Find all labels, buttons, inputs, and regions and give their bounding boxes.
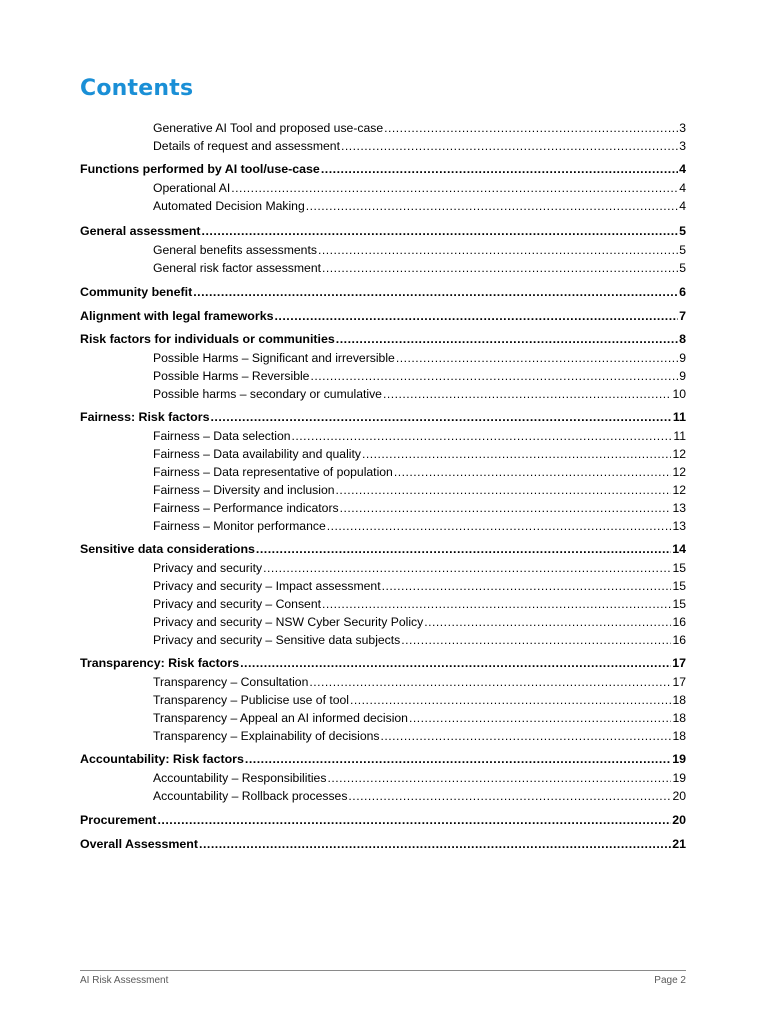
- toc-page-number: 11: [673, 429, 686, 443]
- toc-dot-leader: [350, 692, 671, 708]
- toc-page-number: 7: [679, 309, 686, 323]
- toc-dot-leader: [348, 788, 671, 804]
- toc-entry-text: Privacy and security – Consent: [153, 597, 321, 611]
- toc-dot-leader: [384, 120, 678, 136]
- toc-entry-subheading[interactable]: [153, 674, 686, 690]
- toc-entry-text: General benefits assessments: [153, 243, 317, 257]
- toc-entry-subheading[interactable]: [153, 138, 686, 154]
- toc-entry-text: Fairness: Risk factors: [80, 410, 210, 424]
- toc-entry-subheading[interactable]: [153, 368, 686, 384]
- toc-entry-heading[interactable]: [80, 655, 686, 671]
- toc-entry-heading[interactable]: [80, 541, 686, 557]
- toc-dot-leader: [382, 578, 672, 594]
- toc-entry-text: Sensitive data considerations: [80, 542, 255, 556]
- toc-page-number: 20: [672, 789, 686, 803]
- toc-entry-text: Transparency: Risk factors: [80, 656, 240, 670]
- toc-page-number: 8: [679, 332, 686, 346]
- toc-entry-subheading[interactable]: [153, 428, 686, 444]
- toc-entry-text: Transparency – Publicise use of tool: [153, 693, 350, 707]
- toc-entry-heading[interactable]: [80, 223, 686, 239]
- toc-entry-text: Fairness – Performance indicators: [153, 501, 339, 515]
- toc-entry-heading[interactable]: [80, 284, 686, 300]
- toc-entry-subheading[interactable]: [153, 386, 686, 402]
- toc-entry-text: Privacy and security – Impact assessment: [153, 579, 381, 593]
- toc-dot-leader: [336, 482, 672, 498]
- toc-entry-subheading[interactable]: [153, 198, 686, 214]
- toc-page-number: 4: [679, 162, 686, 176]
- toc-entry-heading[interactable]: [80, 812, 686, 828]
- toc-dot-leader: [231, 180, 678, 196]
- toc-entry-subheading[interactable]: [153, 614, 686, 630]
- toc-dot-leader: [193, 284, 678, 300]
- toc-page-number: 4: [679, 181, 686, 195]
- toc-entry-text: Transparency – Consultation: [153, 675, 309, 689]
- toc-dot-leader: [210, 409, 671, 425]
- toc-page-number: 11: [672, 410, 686, 424]
- toc-dot-leader: [409, 710, 671, 726]
- toc-entry-text: General risk factor assessment: [153, 261, 321, 275]
- toc-entry-subheading[interactable]: [153, 710, 686, 726]
- footer-page-number: Page 2: [654, 975, 686, 986]
- toc-entry-text: General assessment: [80, 224, 201, 238]
- toc-page-number: 15: [672, 579, 686, 593]
- toc-dot-leader: [340, 500, 672, 516]
- toc-dot-leader: [274, 308, 678, 324]
- toc-dot-leader: [292, 428, 673, 444]
- toc-entry-text: Risk factors for individuals or communities: [80, 332, 335, 346]
- toc-dot-leader: [401, 632, 671, 648]
- toc-page-number: 6: [679, 285, 686, 299]
- toc-page-number: 18: [672, 711, 686, 725]
- toc-entry-text: Community benefit: [80, 285, 193, 299]
- toc-page-number: 3: [679, 139, 686, 153]
- toc-dot-leader: [321, 161, 678, 177]
- toc-page-number: 18: [672, 693, 686, 707]
- toc-entry-text: Accountability: Risk factors: [80, 752, 244, 766]
- toc-entry-subheading[interactable]: [153, 350, 686, 366]
- toc-entry-text: Privacy and security: [153, 561, 263, 575]
- toc-page-number: 5: [679, 224, 686, 238]
- toc-entry-subheading[interactable]: [153, 728, 686, 744]
- toc-dot-leader: [327, 518, 672, 534]
- toc-entry-heading[interactable]: [80, 409, 686, 425]
- toc-entry-subheading[interactable]: [153, 770, 686, 786]
- toc-entry-text: Operational AI: [153, 181, 231, 195]
- toc-page-number: 9: [679, 351, 686, 365]
- toc-entry-heading[interactable]: [80, 751, 686, 767]
- toc-entry-subheading[interactable]: [153, 632, 686, 648]
- footer-divider: [80, 970, 686, 971]
- toc-entry-subheading[interactable]: [153, 560, 686, 576]
- toc-dot-leader: [310, 368, 678, 384]
- toc-page-number: 14: [672, 542, 686, 556]
- toc-entry-text: Accountability – Responsibilities: [153, 771, 327, 785]
- toc-page-number: 17: [672, 656, 686, 670]
- toc-dot-leader: [381, 728, 672, 744]
- toc-entry-subheading[interactable]: [153, 242, 686, 258]
- toc-page-number: 12: [672, 483, 686, 497]
- toc-entry-text: Fairness – Data selection: [153, 429, 291, 443]
- toc-page-number: 17: [672, 675, 686, 689]
- toc-page-number: 15: [672, 597, 686, 611]
- toc-entry-subheading[interactable]: [153, 120, 686, 136]
- toc-page-number: 3: [679, 121, 686, 135]
- toc-dot-leader: [383, 386, 671, 402]
- toc-entry-text: Fairness – Diversity and inclusion: [153, 483, 335, 497]
- toc-dot-leader: [157, 812, 671, 828]
- toc-page-number: 12: [672, 465, 686, 479]
- toc-page-number: 13: [672, 519, 686, 533]
- toc-entry-text: Possible harms – secondary or cumulative: [153, 387, 382, 401]
- toc-entry-text: Fairness – Data availability and quality: [153, 447, 361, 461]
- toc-entry-subheading[interactable]: [153, 596, 686, 612]
- toc-page-number: 10: [672, 387, 686, 401]
- toc-entry-heading[interactable]: [80, 331, 686, 347]
- toc-dot-leader: [362, 446, 671, 462]
- toc-page-number: 19: [672, 752, 686, 766]
- toc-entry-text: Automated Decision Making: [153, 199, 305, 213]
- toc-page-number: 9: [679, 369, 686, 383]
- toc-entry-text: Transparency – Explainability of decisions: [153, 729, 380, 743]
- footer-document-title: AI Risk Assessment: [80, 975, 169, 986]
- toc-dot-leader: [309, 674, 671, 690]
- toc-entry-text: Transparency – Appeal an AI informed decision: [153, 711, 408, 725]
- toc-entry-text: Privacy and security – Sensitive data subjects: [153, 633, 401, 647]
- toc-entry-text: Procurement: [80, 813, 157, 827]
- toc-dot-leader: [341, 138, 678, 154]
- toc-page-number: 5: [679, 261, 686, 275]
- toc-dot-leader: [322, 596, 671, 612]
- toc-dot-leader: [336, 331, 678, 347]
- toc-entry-subheading[interactable]: [153, 578, 686, 594]
- contents-title: Contents: [80, 76, 194, 101]
- toc-page-number: 15: [672, 561, 686, 575]
- toc-dot-leader: [240, 655, 671, 671]
- toc-page-number: 18: [672, 729, 686, 743]
- toc-dot-leader: [424, 614, 671, 630]
- toc-page-number: 16: [672, 615, 686, 629]
- toc-entry-subheading[interactable]: [153, 260, 686, 276]
- toc-dot-leader: [327, 770, 671, 786]
- toc-entry-subheading[interactable]: [153, 180, 686, 196]
- toc-entry-text: Possible Harms – Significant and irreversible: [153, 351, 395, 365]
- toc-page-number: 5: [679, 243, 686, 257]
- toc-entry-text: Details of request and assessment: [153, 139, 340, 153]
- toc-page-number: 21: [672, 837, 686, 851]
- toc-entry-text: Overall Assessment: [80, 837, 199, 851]
- toc-page-number: 16: [672, 633, 686, 647]
- toc-dot-leader: [396, 350, 678, 366]
- toc-entry-text: Possible Harms – Reversible: [153, 369, 310, 383]
- toc-entry-text: Generative AI Tool and proposed use-case: [153, 121, 384, 135]
- toc-page-number: 13: [672, 501, 686, 515]
- toc-entry-subheading[interactable]: [153, 500, 686, 516]
- toc-dot-leader: [256, 541, 671, 557]
- toc-entry-subheading[interactable]: [153, 464, 686, 480]
- toc-page-number: 12: [672, 447, 686, 461]
- toc-entry-subheading[interactable]: [153, 482, 686, 498]
- toc-page-number: 4: [679, 199, 686, 213]
- toc-entry-subheading[interactable]: [153, 518, 686, 534]
- toc-dot-leader: [263, 560, 671, 576]
- toc-dot-leader: [202, 223, 679, 239]
- toc-entry-heading[interactable]: [80, 308, 686, 324]
- toc-entry-subheading[interactable]: [153, 692, 686, 708]
- toc-entry-text: Fairness – Monitor performance: [153, 519, 326, 533]
- toc-entry-text: Privacy and security – NSW Cyber Security Policy: [153, 615, 424, 629]
- toc-dot-leader: [245, 751, 671, 767]
- toc-dot-leader: [322, 260, 678, 276]
- toc-dot-leader: [199, 836, 671, 852]
- toc-entry-heading[interactable]: [80, 836, 686, 852]
- toc-entry-text: Accountability – Rollback processes: [153, 789, 348, 803]
- toc-entry-heading[interactable]: [80, 161, 686, 177]
- toc-entry-text: Functions performed by AI tool/use-case: [80, 162, 320, 176]
- toc-page-number: 20: [672, 813, 686, 827]
- toc-dot-leader: [318, 242, 678, 258]
- toc-entry-text: Fairness – Data representative of population: [153, 465, 393, 479]
- toc-page-number: 19: [672, 771, 686, 785]
- toc-entry-subheading[interactable]: [153, 446, 686, 462]
- toc-dot-leader: [306, 198, 678, 214]
- toc-entry-text: Alignment with legal frameworks: [80, 309, 274, 323]
- toc-dot-leader: [394, 464, 672, 480]
- toc-entry-subheading[interactable]: [153, 788, 686, 804]
